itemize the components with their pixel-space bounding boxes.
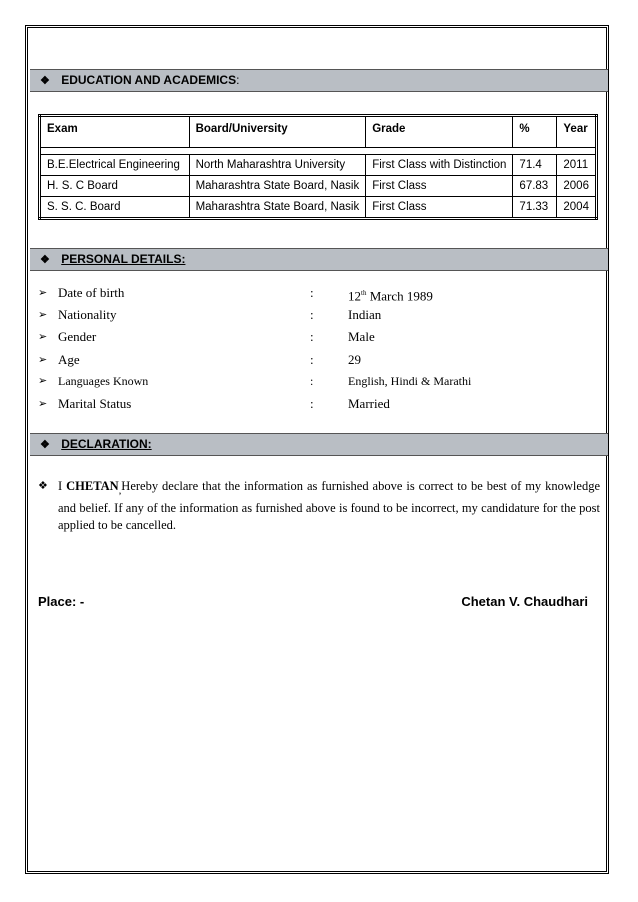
detail-colon: :	[310, 329, 314, 344]
dob-month-year: March 1989	[366, 288, 433, 304]
detail-colon: :	[310, 374, 314, 388]
diamond-bullet-icon: ❖	[40, 439, 50, 451]
declaration-text-block	[58, 478, 600, 534]
dob-suffix: th	[361, 289, 367, 297]
arrow-bullet-icon: ➢	[38, 375, 48, 387]
column-header: Board/University	[189, 116, 366, 148]
detail-colon: :	[310, 396, 314, 411]
education-title: EDUCATION AND ACADEMICS	[61, 73, 237, 87]
signature-row	[38, 594, 588, 612]
detail-value	[348, 284, 433, 305]
declaration-paragraph	[38, 478, 600, 534]
column-header: Year	[557, 116, 597, 148]
declaration-section-header	[30, 433, 608, 456]
table-cell: First Class with Distinction	[366, 155, 513, 176]
arrow-bullet-icon: ➢	[38, 331, 48, 343]
place-label: Place: -	[38, 594, 85, 609]
education-title-colon: :	[236, 73, 240, 87]
diamond-bullet-icon: ❖	[40, 254, 50, 266]
table-header-row	[40, 116, 597, 148]
diamond-bullet-icon: ❖	[38, 480, 48, 492]
table-cell: B.E.Electrical Engineering	[40, 155, 190, 176]
table-cell: First Class	[366, 176, 513, 197]
table-cell: First Class	[366, 197, 513, 219]
detail-row-age	[38, 351, 598, 369]
detail-value: Indian	[348, 307, 382, 322]
table-cell: 2004	[557, 197, 597, 219]
table-cell: 71.33	[513, 197, 557, 219]
detail-label: Nationality	[58, 307, 117, 322]
dob-day: 12	[348, 288, 361, 304]
table-row	[40, 155, 597, 176]
detail-label: Date of birth	[58, 285, 125, 300]
arrow-bullet-icon: ➢	[38, 398, 48, 410]
table-cell: H. S. C Board	[40, 176, 190, 197]
detail-label: Age	[58, 352, 80, 367]
detail-colon: :	[310, 285, 314, 300]
column-header: %	[513, 116, 557, 148]
table-cell: North Maharashtra University	[189, 155, 366, 176]
detail-colon: :	[310, 307, 314, 322]
table-row	[40, 197, 597, 219]
table-cell: 2006	[557, 176, 597, 197]
education-table	[38, 114, 598, 220]
diamond-bullet-icon: ❖	[40, 75, 50, 87]
detail-row-gender	[38, 328, 598, 346]
table-cell: 71.4	[513, 155, 557, 176]
table-cell: S. S. C. Board	[40, 197, 190, 219]
personal-section-header	[30, 248, 608, 271]
table-cell: Maharashtra State Board, Nasik	[189, 197, 366, 219]
detail-value: Married	[348, 396, 390, 411]
table-row	[40, 176, 597, 197]
detail-row-dob	[38, 284, 598, 302]
table-spacer	[40, 148, 597, 155]
education-section-header	[30, 69, 608, 92]
declaration-comma: ,	[118, 485, 122, 497]
detail-value: Male	[348, 329, 375, 344]
personal-title: PERSONAL DETAILS:	[61, 252, 186, 266]
arrow-bullet-icon: ➢	[38, 354, 48, 366]
detail-label: Gender	[58, 329, 97, 344]
column-header: Exam	[40, 116, 190, 148]
table-cell: 2011	[557, 155, 597, 176]
detail-colon: :	[310, 352, 314, 367]
detail-label: Languages Known	[58, 374, 149, 388]
declaration-name: CHETAN	[66, 479, 119, 493]
signature-name: Chetan V. Chaudhari	[461, 594, 588, 609]
detail-row-languages	[38, 372, 598, 390]
arrow-bullet-icon: ➢	[38, 309, 48, 321]
detail-row-marital	[38, 395, 598, 413]
table-cell: 67.83	[513, 176, 557, 197]
column-header: Grade	[366, 116, 513, 148]
arrow-bullet-icon: ➢	[38, 287, 48, 299]
detail-row-nationality	[38, 306, 598, 324]
detail-value: English, Hindi & Marathi	[348, 374, 472, 388]
declaration-text: Hereby declare that the information as furnished above is correct to be best of my knowledge and belief. If any of the information as furnished above is found to be incorrect, my candidature for the post applied to be cancelled.	[58, 479, 600, 532]
table-cell: Maharashtra State Board, Nasik	[189, 176, 366, 197]
declaration-prefix: I	[58, 479, 67, 493]
declaration-title: DECLARATION:	[61, 437, 152, 451]
detail-label: Marital Status	[58, 396, 132, 411]
detail-value: 29	[348, 352, 361, 367]
